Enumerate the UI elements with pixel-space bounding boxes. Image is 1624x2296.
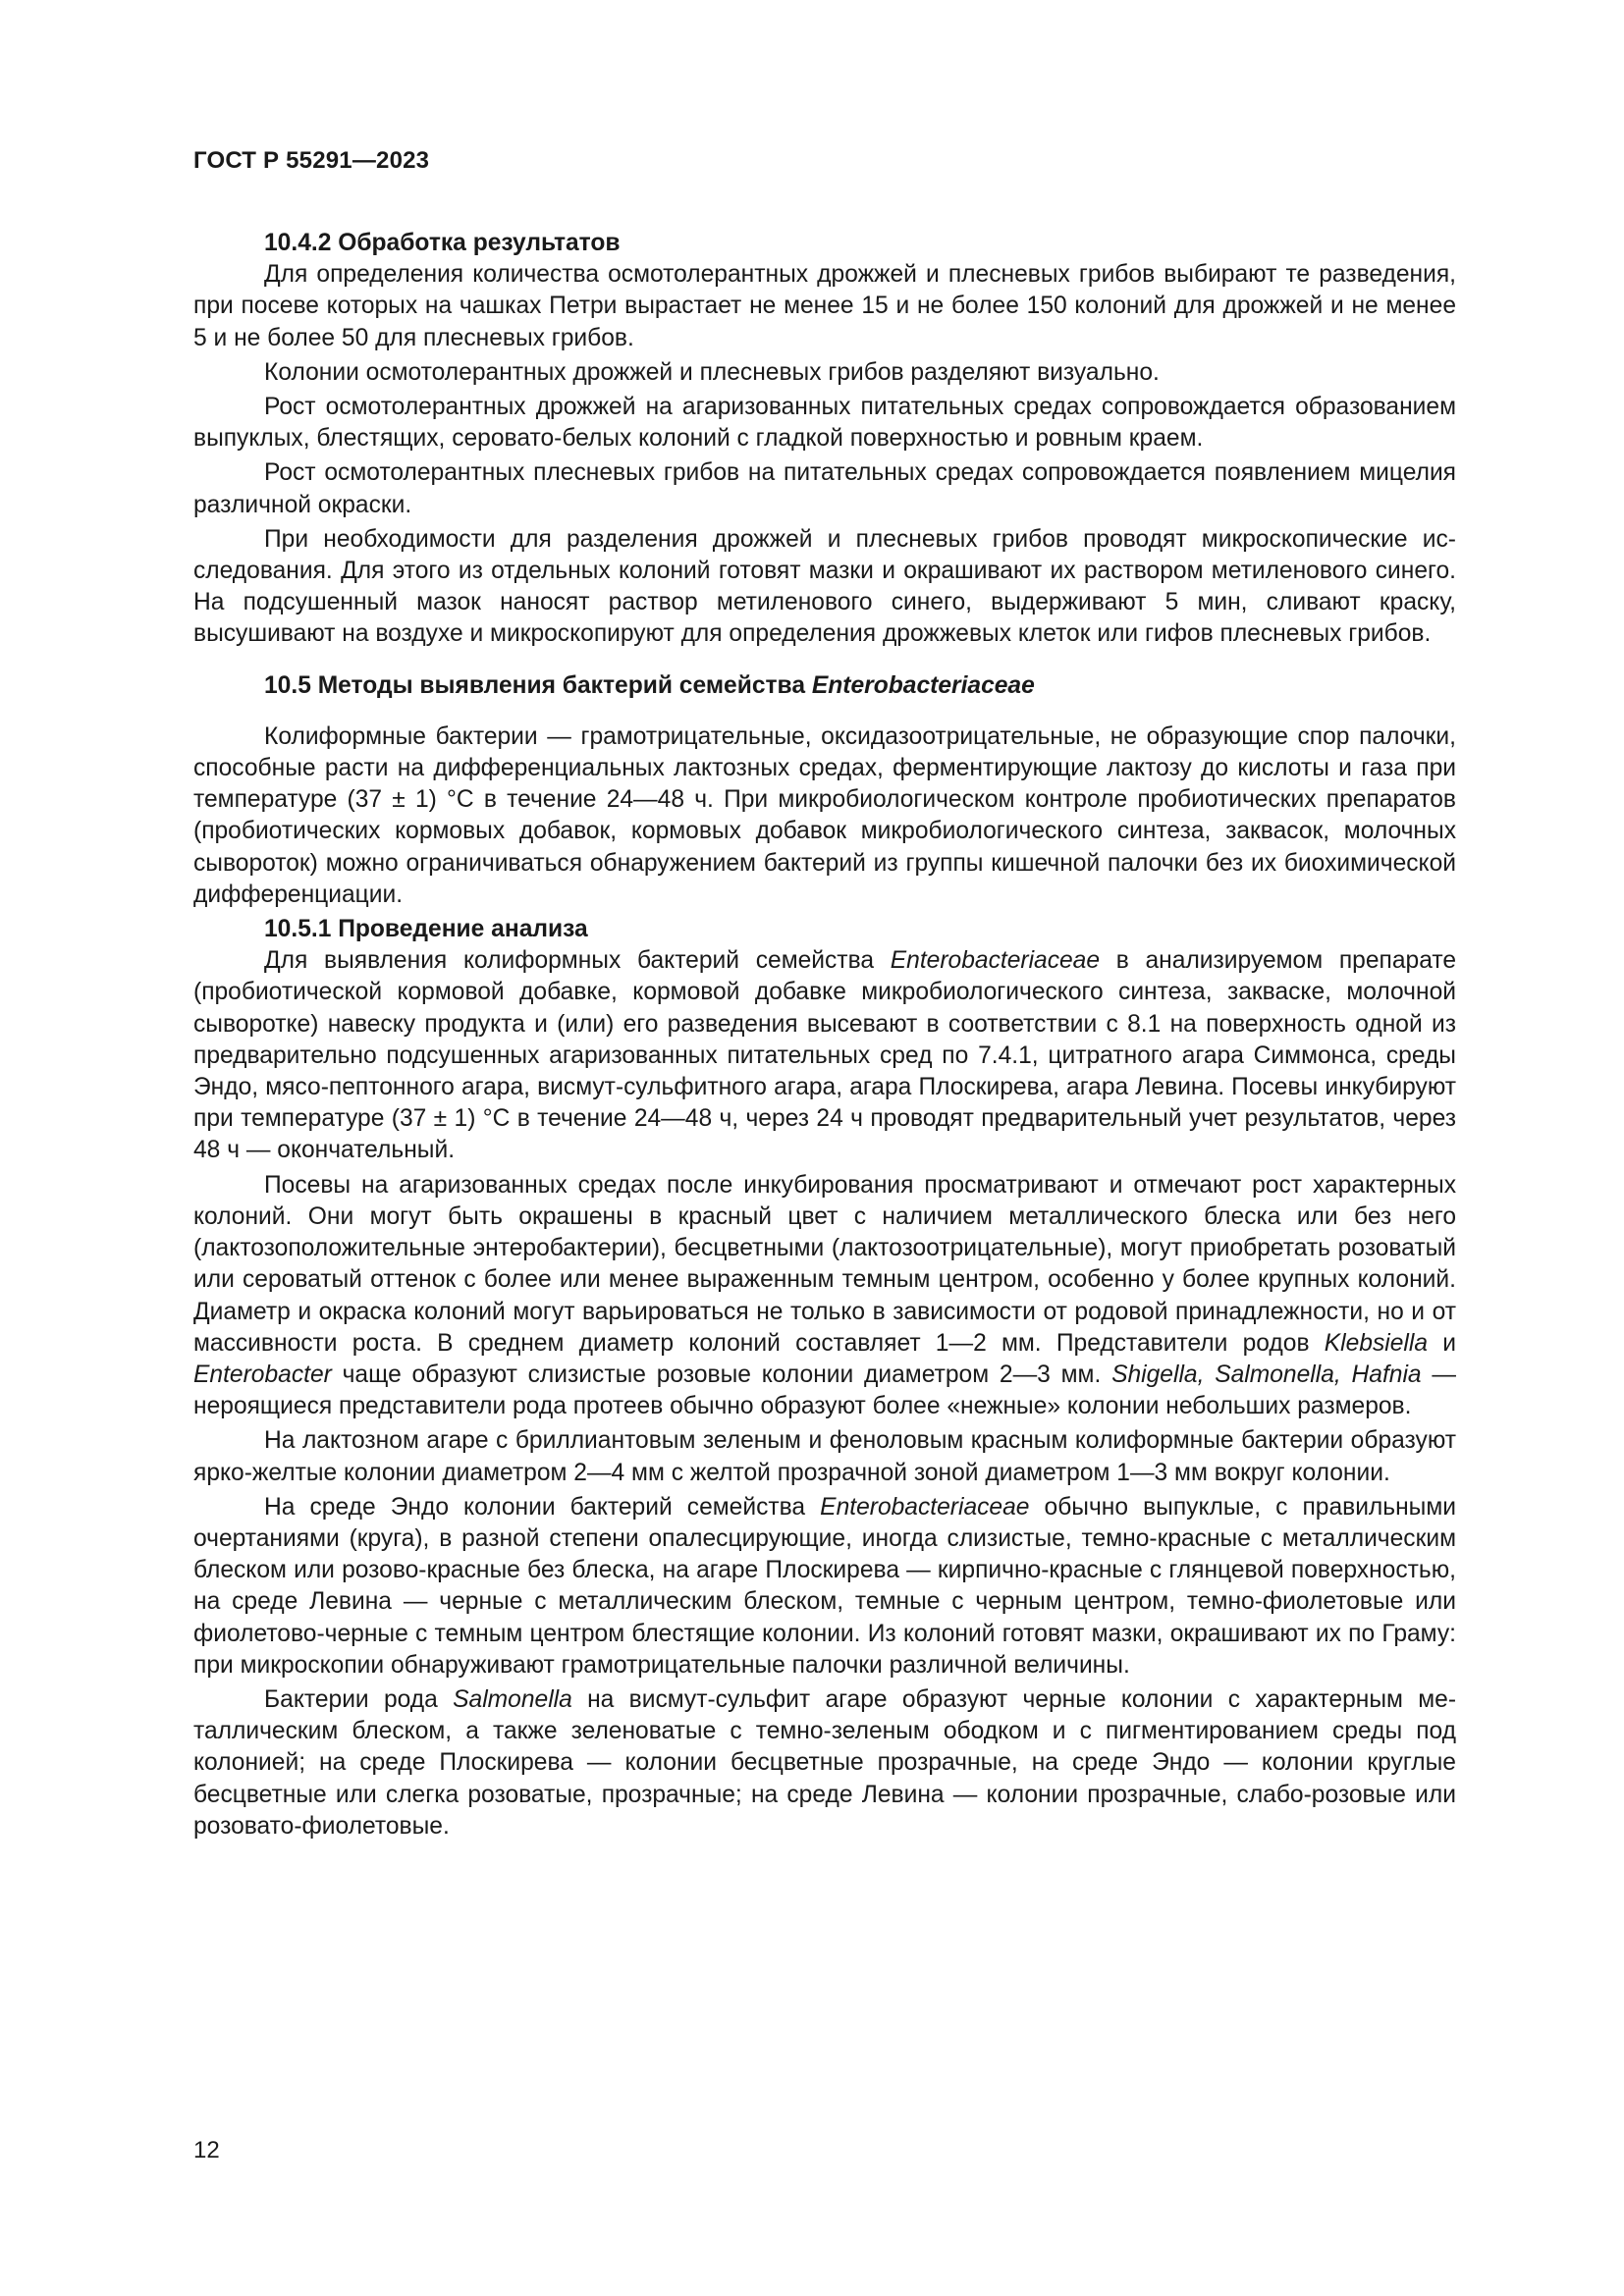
text-run: на висмут-сульфит агаре образуют черные колонии с характерным металлическим блеском, а также зеленоватые с темно-зеленым ободком и с пигментированием среды под колонией; на среде Плоскирева — колонии бесцветные прозрачные, на среде Эндо — колонии круглые бесцветные или слегка розоватые, прозрачные; на среде Левина — колонии прозрачные, слабо-розовые или розовато-фиолетовые. [193, 1685, 1457, 1840]
section-10-4-2-title: 10.4.2 Обработка результатов [264, 230, 621, 256]
paragraph: Колонии осмотолерантных дрожжей и плесневых грибов разделяют визуально. [264, 358, 1160, 386]
paragraph: При необходимости для разделения дрожжей и плесневых грибов проводят микроскопические исследования. Для этого из отдельных колоний готовят мазки и окрашивают их раствором метиленового синего. На подсушенный мазок наносят раствор метиленового синего, выдерживают 5 мин, сливают краску, высушивают на воздухе и микроскопируют для определения дрожжевых клеток или гифов плесневых грибов. [193, 525, 1456, 648]
section-10-5-title-italic: Enterobacteriaceae [811, 671, 1035, 699]
paragraph: Рост осмотолерантных плесневых грибов на питательных средах сопровождается появлением мицелия различной окраски. [193, 459, 1456, 518]
italic-term: Enterobacteriaceae [890, 947, 1101, 975]
paragraph [193, 1492, 1456, 1682]
paragraph [193, 945, 1456, 1166]
page-number: 12 [193, 2137, 220, 2163]
italic-term: Enterobacter [193, 1361, 332, 1388]
paragraph [193, 1170, 1456, 1423]
italic-term: Shigella, Salmonella, Hafnia [1111, 1361, 1422, 1388]
page-content [193, 228, 1456, 1845]
text-run: На среде Эндо колонии бактерий семейства [264, 1493, 821, 1521]
text-run: и [1428, 1329, 1456, 1357]
italic-term: Salmonella [453, 1685, 572, 1713]
text-run: Посевы на агаризованных средах после инкубирования просматривают и отмечают рост характерных колоний. Они могут быть окрашены в красный цвет с наличием металлического блеска или без него (лактозоположительные энтеробактерии), бесцветными (лактозоотрицательные), могут приобретать розоватый или сероватый оттенок с более или менее выраженным темным центром, особенно у более крупных колоний. Диаметр и окраска колоний могут варьироваться не только в зависимости от родовой принадлежности, но и от массивности роста. В среднем диаметр колоний составляет 1—2 мм. Представители родов [193, 1171, 1456, 1357]
text-run: чаще образуют слизистые розовые колонии диаметром 2—3 мм. [331, 1361, 1112, 1388]
paragraph: На лактозном агаре с бриллиантовым зеленым и феноловым красным колиформные бактерии образуют ярко-желтые колонии диаметром 2—4 мм с желтой прозрачной зоной диаметром 1—3 мм вокруг колонии. [193, 1427, 1456, 1486]
text-run: Бактерии рода [264, 1685, 454, 1713]
document-id-header: ГОСТ Р 55291—2023 [193, 147, 430, 174]
paragraph: Колиформные бактерии — грамотрицательные, оксидазоотрицательные, не образующие спор палочки, способные расти на дифференциальных лактозных средах, ферментирующие лактозу до кислоты и газа при температуре (37 ± 1) °С в течение 24—48 ч. При микробиологическом контроле пробиотических препаратов (пробиотических кормовых добавок, кормовых добавок микробиологического синтеза, заквасок, молочных сывороток) можно ограничиваться обнаружением бактерий из группы кишечной палочки без их биохимической дифференциации. [193, 722, 1456, 908]
text-run: Для выявления колиформных бактерий семейства [264, 947, 891, 975]
text-run: обычно выпуклые, с правильными очертаниями (круга), в разной степени опалесцирующие, иногда слизистые, темно-красные с металлическим блеском или розово-красные без блеска, на агаре Плоскирева — кирпично-красные с глянцевой поверхностью, на среде Левина — черные с металлическим блеском, темные с черным центром, темно-фиолетовые или фиолетово-черные с темным центром блестящие колонии. Из колоний готовят мазки, окрашивают их по Граму: при микроскопии обнаруживают грамотрицательные палочки различной величины. [193, 1493, 1457, 1679]
italic-term: Enterobacteriaceae [820, 1493, 1030, 1521]
paragraph [193, 1684, 1456, 1842]
paragraph: Рост осмотолерантных дрожжей на агаризованных питательных средах сопровождается образованием выпуклых, блестящих, серовато-белых колоний с гладкой поверхностью и ровным краем. [193, 394, 1456, 453]
paragraph: Для определения количества осмотолерантных дрожжей и плесневых грибов выбирают те разведения, при посеве которых на чашках Петри вырастает не менее 15 и не более 150 колоний для дрожжей и не менее 5 и не более 50 для плесневых грибов. [193, 261, 1456, 351]
section-10-5-title [193, 670, 1456, 702]
section-10-5-title-text: 10.5 Методы выявления бактерий семейства [264, 671, 812, 699]
section-10-5-1-title: 10.5.1 Проведение анализа [264, 916, 588, 943]
text-run: — нероящиеся представители рода протеев обычно образуют более «нежные» колонии небольших размеров. [193, 1361, 1456, 1420]
italic-term: Klebsiella [1324, 1329, 1429, 1357]
text-run: в анализируемом препарате (пробиотической кормовой добавке, кормовой добавке микробиологического синтеза, закваске, молочной сыворотке) навеску продукта и (или) его разведения высевают в соответствии с 8.1 на поверхность одной из предварительно подсушенных агаризованных питательных сред по 7.4.1, цитратного агара Симмонса, среды Эндо, мясо-пептонного агара, висмут-сульфитного агара, агара Плоскирева, агара Левина. Посевы инкубируют при температуре (37 ± 1) °С в течение 24—48 ч, через 24 ч проводят предварительный учет результатов, через 48 ч — окончательный. [193, 947, 1456, 1164]
